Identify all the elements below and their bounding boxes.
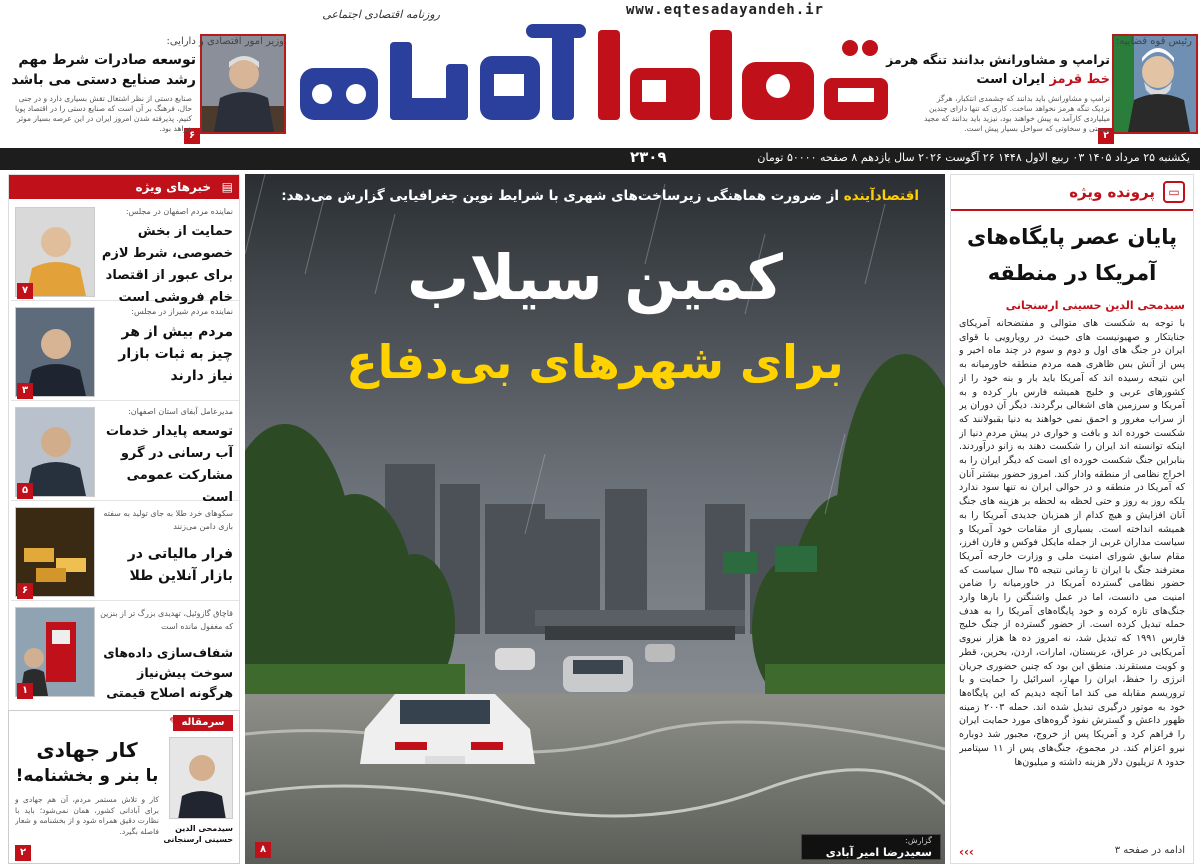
news-kicker-3: مدیرعامل آبفای استان اصفهان: — [128, 407, 233, 416]
news-kicker-4: سکوهای خرد طلا به جای تولید به سفته بازی دامن می‌زنند — [103, 509, 233, 531]
editorial-body: کار و تلاش مستمر مردم، آن هم جهادی و برای آبادانی کشور، همان نمی‌شود؛ باید با نظارت دقیق همراه شود و از بخشنامه و شعار فاصله بگیرد. — [15, 795, 159, 836]
byline — [801, 834, 941, 860]
news-title-2: مردم بیش از هر چیز به ثبات بازار نیاز دارند — [118, 324, 233, 384]
judiciary-headline-line1: ترامپ و مشاورانش بدانند تنگه هرمز — [886, 52, 1110, 67]
minister-headline[interactable] — [6, 50, 196, 90]
special-file-author: سیدمحی الدین حسینی ارسنجانی — [1005, 299, 1185, 312]
lead-kicker-text: از ضرورت هماهنگی زیرساخت‌های شهری با شرایط نوین جغرافیایی گزارش می‌دهد: — [281, 188, 840, 204]
news-kicker-2: نماینده مردم شیراز در مجلس: — [131, 307, 233, 316]
editorial-label — [173, 715, 233, 731]
special-file-headline[interactable]: پایان عصر پایگاه‌های آمریکا در منطقه — [966, 225, 1178, 285]
editorial-page: ۲ — [15, 845, 31, 861]
news-item-water-services[interactable] — [11, 403, 239, 505]
date-line: یکشنبه ۲۵ مرداد ۱۴۰۵ ۰۳ ربیع الاول ۱۴۴۸ ۲۶ آگوست ۲۰۲۶ سال یازدهم ۸ صفحه ۵۰۰۰۰ تومان — [757, 151, 1190, 164]
news-item-fuel-data[interactable] — [11, 603, 239, 701]
news-title-5: شفاف‌سازی داده‌های سوخت پیش‌نیاز هرگونه اصلاح قیمتی — [103, 645, 233, 700]
editorial-title — [15, 737, 159, 789]
news-title-3: توسعه پایدار خدمات آب رسانی در گرو مشارکت عمومی است — [105, 424, 233, 505]
minister-headline-line2: رشد صنایع دستی می باشد — [11, 72, 196, 88]
special-news-title: خبرهای ویژه — [135, 180, 211, 194]
news-title-1: حمایت از بخش خصوصی، شرط لازم برای عبور از اقتصاد خام فروشی است — [101, 224, 233, 305]
minister-kicker: وزیر امور اقتصادی و دارایی: — [166, 36, 284, 47]
news-page-1: ۷ — [17, 283, 33, 299]
chevron-left-icon[interactable]: ‹‹‹ — [959, 845, 974, 859]
news-page-3: ۵ — [17, 483, 33, 499]
special-file-column — [950, 174, 1194, 864]
editorial-author: سیدمحی الدین حسینی ارسنجانی — [163, 824, 233, 844]
judiciary-page-badge[interactable]: ۲ — [1098, 128, 1114, 144]
judiciary-teaser-photo-wrap — [1112, 34, 1198, 134]
special-file-continue[interactable]: ادامه در صفحه ۳ — [1114, 845, 1185, 856]
tagline: روزنامه اقتصادی اجتماعی — [322, 8, 440, 21]
newspaper-logo[interactable] — [290, 22, 900, 138]
special-file-title: پرونده ویژه — [1069, 183, 1155, 201]
lead-headline[interactable]: کمین سیلاب — [407, 241, 783, 314]
news-page-4: ۶ — [17, 583, 33, 599]
lead-subheadline[interactable]: برای شهرهای بی‌دفاع — [346, 335, 844, 389]
byline-name: سعیدرضا امیر آبادی — [825, 846, 932, 859]
special-news-header — [9, 175, 239, 199]
editorial-box[interactable] — [8, 710, 240, 864]
editorial-title-line1: کار جهادی — [36, 738, 138, 762]
news-item-market-stability[interactable] — [11, 303, 239, 401]
editorial-title-line2: با بنر و بخشنامه! — [15, 766, 159, 786]
minister-photo-wrap — [200, 34, 286, 134]
lead-story[interactable] — [245, 174, 945, 864]
news-item-private-sector[interactable] — [11, 203, 239, 305]
lead-page-badge[interactable]: ۸ — [255, 842, 271, 858]
minister-headline-line1: توسعه صادرات شرط مهم — [18, 52, 196, 68]
news-item-gold-tax[interactable] — [11, 503, 239, 601]
judiciary-headline-line2 — [920, 70, 1110, 90]
byline-label: گزارش: — [905, 836, 932, 845]
judiciary-kicker: رئیس قوه قضاییه: — [1116, 36, 1192, 47]
news-kicker-5: قاچاق گازوئیل، تهدیدی بزرگ تر از بنزین که مغفول مانده است — [100, 609, 233, 631]
judiciary-headline-rest: ایران است — [976, 72, 1045, 87]
news-kicker-1: نماینده مردم اصفهان در مجلس: — [125, 207, 233, 216]
minister-page-badge[interactable]: ۶ — [184, 128, 200, 144]
judiciary-headline-red: خط قرمز — [1049, 72, 1110, 87]
minister-body: صنایع دستی از نظر اشتغال تقش بسیاری دارد و در جنی حال، فرهنگ بر آن است که صنایع دستی را در اقتصاد پویا کنیم. پذیرفته شدن امروز ایران در این عرصه بسیار موثر خواهد بود. — [14, 94, 192, 133]
pen-icon: ✎ — [169, 715, 179, 728]
news-title-4: فرار مالیاتی در بازار آنلاین طلا — [127, 546, 233, 584]
news-list-icon: ▤ — [221, 180, 233, 194]
minister-photo[interactable] — [200, 34, 286, 134]
lead-kicker — [279, 188, 919, 204]
news-page-5: ۱ — [17, 683, 33, 699]
folder-icon: ▭ — [1163, 181, 1185, 203]
judiciary-chief-photo[interactable] — [1112, 34, 1198, 134]
special-file-header — [951, 175, 1193, 211]
special-file-body: با توجه به شکست های متوالی و مفتضحانه آمریکای جنایتکار و صهیونیست های خبیث در رویارویی با قوای ایران در جنگ های اول و دوم و سوم در چند ماه اخیر و پس از آتش بس ظاهری همه مردم منطقه خاورمیانه به این نتیجه رسیده اند که آمریکا باید بار و بنه خود را از کشورهای عربی و خلیج همیشه فارس بار کرده و به آمریکا و سرزمین های اشغالی برگردند. دیگر آن دوران پر از سراب مغرور و احمق نمی خواهند به دنیا بقبولانند که شکست خورده اند و بافت و خواری در پیش مردم دنیا از اینکه توانسته اند ایران را شکست دهند به زانو درآوردند. بنابراین جنگ شکست خورده ای است که دیگر ایران را به اخراج نظامی از منطقه وادار کند. امروز حضور بیشتر آنان که آمریکا در منطقه و در حوالی ایران نه تنها سود ندارد بلکه روز به روز و حتی لحظه به لحظه بر هزینه های جنگ آنان افزایش و هیچ کدام از همزبان جدیدی آمریکا را به همیشه انداخته است. بسیاری از مقامات خود آمریکا و سیاست مداران غربی از جمله مایکل فوکس و فارن افرز، مقام سابق شورای امنیت ملی و وزارت خارجه آمریکا معترفند جنگ با ایران تا زمانی نتیجه ۳۵ سال سیاست که حضور نظامی گسترده آمریکا در خاورمیانه را ضامن امنیت می دانست، اما در عمل واشنگتن را بارها وارد جنگ‌های تازه کرده و خود پایگاه‌های آمریکا را به هدف حمله تبدیل کرده است. از حضور گسترده از جنگ خلیج فارس ۱۹۹۱ که تبدیل شد، نه امروز ده ها هزار نیروی آمریکایی در عراق، عربستان، امارات، اردن، بحرین، قطر و کویت مستقرند. منطق این بود که چنین حضوری جریان انرژی را حفظ، ایران را مهار، اسرائیل را حمایت و با تروریسم مقابله می کند اما آنچه دیدیم که این پایگاه‌ها خود به موتور درگیری تبدیل شده اند. حمله ۲۰۰۳ زمینه ظهور داعش و گسترش نفوذ گروه‌های مورد حمایت ایران را فراهم کرد و آمریکا پس از خروج، مجبور شد دوباره نیرو اعزام کند. در مجموع، جنگ‌های پس از ۱۱ سپتامبر حدود ۸ تریلیون دلار هزینه داشته و میلیون‌ها — [959, 318, 1185, 768]
editorial-author-photo — [169, 737, 233, 819]
masthead — [0, 0, 1200, 148]
lead-brand: اقتصادآینده — [843, 188, 919, 204]
issue-number: ۲۳۰۹ — [630, 148, 667, 166]
editorial-label-text: سرمقاله — [181, 717, 225, 728]
judiciary-headline[interactable] — [886, 50, 1110, 90]
news-page-2: ۳ — [17, 383, 33, 399]
site-url[interactable]: www.eqtesadayandeh.ir — [625, 2, 824, 18]
date-bar — [0, 148, 1200, 170]
judiciary-body: ترامپ و مشاورانش باید بدانند که چشمدی انتکبار، هرگز نزدیک تنگه هرمز نخواهد ساخت. کاری که تنها دارای چندین میلیاردی کارآمد به پیش خواهند بود، نیزید باید بدانند که مجید پرستی و سخاوتی که سواحل بسیار پیش است. — [924, 94, 1110, 133]
